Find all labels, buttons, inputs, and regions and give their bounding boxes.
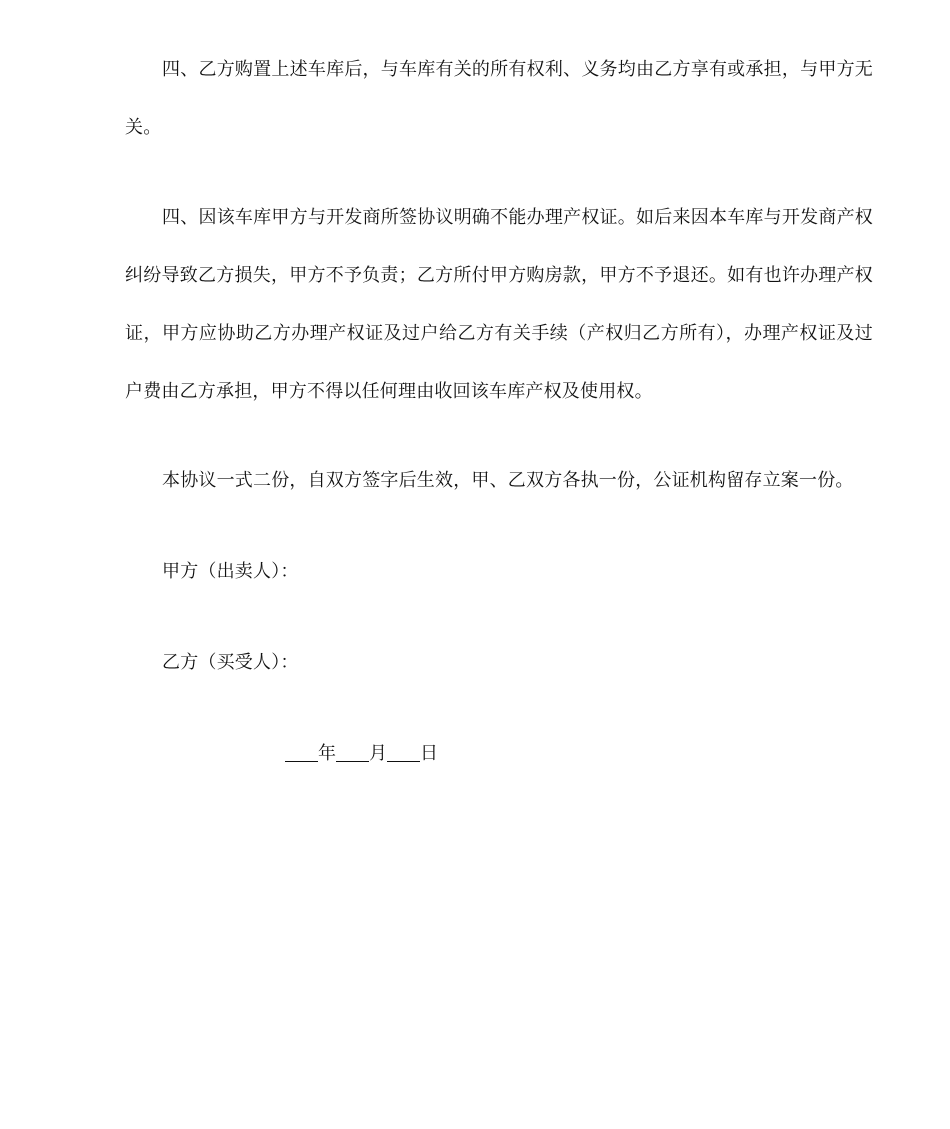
day-label: 日 [420,743,438,764]
clause-four-ownership: 四、乙方购置上述车库后，与车库有关的所有权利、义务均由乙方享有或承担，与甲方无关。 [125,59,873,138]
day-blank [387,743,420,762]
copies-clause: 本协议一式二份，自双方签字后生效，甲、乙双方各执一份，公证机构留存立案一份。 [162,470,854,491]
year-blank [285,743,318,762]
clause-four-property-certificate: 四、因该车库甲方与开发商所签协议明确不能办理产权证。如后来因本车库与开发商产权纠纷导致乙方损失，甲方不予负责；乙方所付甲方购房款，甲方不予退还。如有也许办理产权证，甲方应协助乙方办理产权证及过户给乙方有关手续（产权归乙方所有），办理产权证及过户费由乙方承担，甲方不得以任何理由收回该车库产权及使用权。 [125,207,873,402]
year-label: 年 [318,743,336,764]
month-label: 月 [369,743,387,764]
party-b-signature-line: 乙方（买受人）： [162,652,299,673]
date-line [285,725,438,783]
party-a-signature-line: 甲方（出卖人）： [162,561,299,582]
month-blank [336,743,369,762]
